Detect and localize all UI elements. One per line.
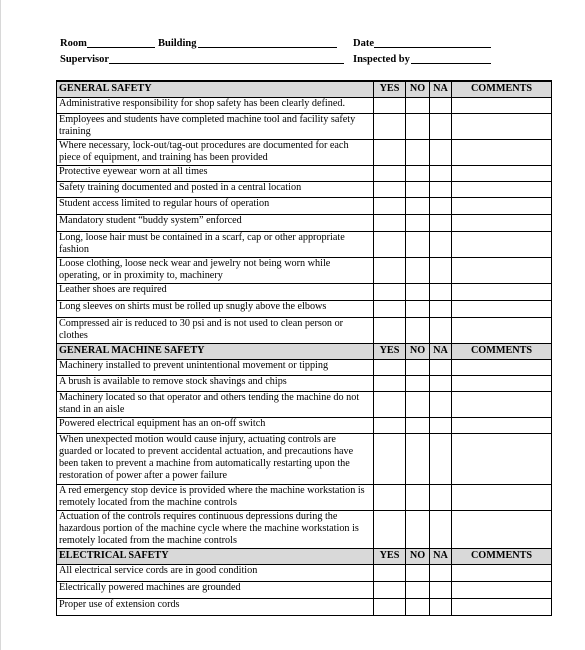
yes-cell[interactable] bbox=[374, 165, 406, 181]
item-text: Protective eyewear worn at all times bbox=[57, 165, 374, 181]
comments-cell[interactable] bbox=[452, 300, 552, 317]
na-cell[interactable] bbox=[430, 484, 452, 510]
no-header: NO bbox=[406, 81, 430, 97]
item-text: Proper use of extension cords bbox=[57, 598, 374, 615]
checklist-row bbox=[57, 581, 552, 598]
yes-cell[interactable] bbox=[374, 581, 406, 598]
item-text: A brush is available to remove stock shavings and chips bbox=[57, 375, 374, 391]
supervisor-field[interactable] bbox=[109, 63, 344, 64]
checklist-row bbox=[57, 214, 552, 231]
no-cell[interactable] bbox=[406, 97, 430, 113]
comments-cell[interactable] bbox=[452, 317, 552, 343]
no-cell[interactable] bbox=[406, 139, 430, 165]
na-cell[interactable] bbox=[430, 391, 452, 417]
na-cell[interactable] bbox=[430, 283, 452, 300]
no-cell[interactable] bbox=[406, 197, 430, 214]
checklist-row bbox=[57, 417, 552, 433]
checklist-row bbox=[57, 97, 552, 113]
no-cell[interactable] bbox=[406, 417, 430, 433]
date-label: Date bbox=[353, 38, 374, 49]
no-cell[interactable] bbox=[406, 564, 430, 581]
na-cell[interactable] bbox=[430, 417, 452, 433]
no-cell[interactable] bbox=[406, 598, 430, 615]
no-cell[interactable] bbox=[406, 484, 430, 510]
comments-cell[interactable] bbox=[452, 581, 552, 598]
checklist-row bbox=[57, 181, 552, 197]
na-cell[interactable] bbox=[430, 181, 452, 197]
comments-cell[interactable] bbox=[452, 510, 552, 548]
yes-cell[interactable] bbox=[374, 113, 406, 139]
na-cell[interactable] bbox=[430, 257, 452, 283]
comments-cell[interactable] bbox=[452, 283, 552, 300]
no-cell[interactable] bbox=[406, 581, 430, 598]
building-field[interactable] bbox=[198, 47, 337, 48]
no-cell[interactable] bbox=[406, 433, 430, 484]
comments-cell[interactable] bbox=[452, 484, 552, 510]
yes-cell[interactable] bbox=[374, 300, 406, 317]
no-cell[interactable] bbox=[406, 214, 430, 231]
yes-cell[interactable] bbox=[374, 598, 406, 615]
yes-cell[interactable] bbox=[374, 257, 406, 283]
checklist-row bbox=[57, 231, 552, 257]
no-cell[interactable] bbox=[406, 300, 430, 317]
na-cell[interactable] bbox=[430, 139, 452, 165]
section-header-general-machine-safety bbox=[57, 343, 552, 359]
na-header: NA bbox=[430, 548, 452, 564]
comments-cell[interactable] bbox=[452, 97, 552, 113]
safety-checklist-table bbox=[56, 80, 552, 616]
item-text: Administrative responsibility for shop safety has been clearly defined. bbox=[57, 97, 374, 113]
na-cell[interactable] bbox=[430, 113, 452, 139]
na-cell[interactable] bbox=[430, 97, 452, 113]
comments-header: COMMENTS bbox=[452, 81, 552, 97]
comments-header: COMMENTS bbox=[452, 548, 552, 564]
item-text: Leather shoes are required bbox=[57, 283, 374, 300]
yes-header: YES bbox=[374, 343, 406, 359]
item-text: Electrically powered machines are grounded bbox=[57, 581, 374, 598]
no-cell[interactable] bbox=[406, 257, 430, 283]
item-text: Machinery installed to prevent unintentional movement or tipping bbox=[57, 359, 374, 375]
comments-cell[interactable] bbox=[452, 197, 552, 214]
comments-cell[interactable] bbox=[452, 231, 552, 257]
checklist-row bbox=[57, 375, 552, 391]
item-text: Actuation of the controls requires continuous depressions during the hazardous portion of the machine cycle where the machine workstation is remotely located from the machine controls bbox=[57, 510, 374, 548]
comments-cell[interactable] bbox=[452, 139, 552, 165]
na-cell[interactable] bbox=[430, 231, 452, 257]
section-title: ELECTRICAL SAFETY bbox=[57, 548, 374, 564]
no-cell[interactable] bbox=[406, 113, 430, 139]
item-text: Employees and students have completed machine tool and facility safety training bbox=[57, 113, 374, 139]
checklist-row bbox=[57, 139, 552, 165]
room-field[interactable] bbox=[87, 47, 155, 48]
na-header: NA bbox=[430, 81, 452, 97]
yes-header: YES bbox=[374, 81, 406, 97]
checklist-row bbox=[57, 564, 552, 581]
yes-cell[interactable] bbox=[374, 231, 406, 257]
item-text: Student access limited to regular hours of operation bbox=[57, 197, 374, 214]
comments-cell[interactable] bbox=[452, 181, 552, 197]
na-header: NA bbox=[430, 343, 452, 359]
item-text: A red emergency stop device is provided where the machine workstation is remotely located from the machine controls bbox=[57, 484, 374, 510]
item-text: Powered electrical equipment has an on-off switch bbox=[57, 417, 374, 433]
comments-cell[interactable] bbox=[452, 564, 552, 581]
na-cell[interactable] bbox=[430, 317, 452, 343]
na-cell[interactable] bbox=[430, 214, 452, 231]
checklist-row bbox=[57, 433, 552, 484]
na-cell[interactable] bbox=[430, 375, 452, 391]
no-cell[interactable] bbox=[406, 510, 430, 548]
no-cell[interactable] bbox=[406, 181, 430, 197]
no-cell[interactable] bbox=[406, 391, 430, 417]
checklist-row bbox=[57, 113, 552, 139]
yes-cell[interactable] bbox=[374, 484, 406, 510]
checklist-row bbox=[57, 359, 552, 375]
date-field[interactable] bbox=[374, 47, 491, 48]
comments-cell[interactable] bbox=[452, 391, 552, 417]
na-cell[interactable] bbox=[430, 598, 452, 615]
comments-cell[interactable] bbox=[452, 214, 552, 231]
yes-cell[interactable] bbox=[374, 283, 406, 300]
no-cell[interactable] bbox=[406, 359, 430, 375]
section-header-general-safety bbox=[57, 81, 552, 97]
item-text: All electrical service cords are in good condition bbox=[57, 564, 374, 581]
comments-cell[interactable] bbox=[452, 433, 552, 484]
na-cell[interactable] bbox=[430, 433, 452, 484]
checklist-row bbox=[57, 484, 552, 510]
section-title: GENERAL SAFETY bbox=[57, 81, 374, 97]
na-cell[interactable] bbox=[430, 300, 452, 317]
na-cell[interactable] bbox=[430, 564, 452, 581]
room-label: Room bbox=[60, 38, 87, 49]
checklist-row bbox=[57, 391, 552, 417]
na-cell[interactable] bbox=[430, 359, 452, 375]
checklist-row bbox=[57, 165, 552, 181]
item-text: Machinery located so that operator and others tending the machine do not stand in an aisle bbox=[57, 391, 374, 417]
item-text: Compressed air is reduced to 30 psi and is not used to clean person or clothes bbox=[57, 317, 374, 343]
item-text: Where necessary, lock-out/tag-out procedures are documented for each piece of equipment, and training has been provided bbox=[57, 139, 374, 165]
checklist-row bbox=[57, 283, 552, 300]
section-title: GENERAL MACHINE SAFETY bbox=[57, 343, 374, 359]
yes-cell[interactable] bbox=[374, 359, 406, 375]
no-cell[interactable] bbox=[406, 283, 430, 300]
na-cell[interactable] bbox=[430, 165, 452, 181]
building-label: Building bbox=[158, 38, 197, 49]
yes-cell[interactable] bbox=[374, 214, 406, 231]
yes-cell[interactable] bbox=[374, 139, 406, 165]
yes-cell[interactable] bbox=[374, 564, 406, 581]
no-header: NO bbox=[406, 548, 430, 564]
comments-cell[interactable] bbox=[452, 165, 552, 181]
comments-cell[interactable] bbox=[452, 257, 552, 283]
supervisor-label: Supervisor bbox=[60, 54, 110, 65]
yes-cell[interactable] bbox=[374, 417, 406, 433]
no-cell[interactable] bbox=[406, 231, 430, 257]
na-cell[interactable] bbox=[430, 197, 452, 214]
section-header-electrical-safety bbox=[57, 548, 552, 564]
checklist-row bbox=[57, 510, 552, 548]
comments-cell[interactable] bbox=[452, 113, 552, 139]
yes-cell[interactable] bbox=[374, 510, 406, 548]
item-text: Long sleeves on shirts must be rolled up snugly above the elbows bbox=[57, 300, 374, 317]
comments-header: COMMENTS bbox=[452, 343, 552, 359]
yes-cell[interactable] bbox=[374, 375, 406, 391]
item-text: Mandatory student “buddy system” enforced bbox=[57, 214, 374, 231]
checklist-row bbox=[57, 598, 552, 615]
comments-cell[interactable] bbox=[452, 359, 552, 375]
checklist-row bbox=[57, 300, 552, 317]
item-text: Safety training documented and posted in a central location bbox=[57, 181, 374, 197]
comments-cell[interactable] bbox=[452, 417, 552, 433]
item-text: When unexpected motion would cause injury, actuating controls are guarded or located to prevent accidental actuation, and precautions have been taken to prevent a machine from automatically restarting upon the restoration of power after a power failure bbox=[57, 433, 374, 484]
inspected-by-label: Inspected by bbox=[353, 54, 410, 65]
yes-cell[interactable] bbox=[374, 181, 406, 197]
no-cell[interactable] bbox=[406, 317, 430, 343]
inspected-by-field[interactable] bbox=[411, 63, 491, 64]
no-header: NO bbox=[406, 343, 430, 359]
no-cell[interactable] bbox=[406, 375, 430, 391]
yes-cell[interactable] bbox=[374, 197, 406, 214]
yes-cell[interactable] bbox=[374, 97, 406, 113]
yes-header: YES bbox=[374, 548, 406, 564]
comments-cell[interactable] bbox=[452, 598, 552, 615]
checklist-row bbox=[57, 197, 552, 214]
yes-cell[interactable] bbox=[374, 317, 406, 343]
item-text: Long, loose hair must be contained in a scarf, cap or other appropriate fashion bbox=[57, 231, 374, 257]
checklist-row bbox=[57, 317, 552, 343]
yes-cell[interactable] bbox=[374, 391, 406, 417]
yes-cell[interactable] bbox=[374, 433, 406, 484]
item-text: Loose clothing, loose neck wear and jewelry not being worn while operating, or in proximity to, machinery bbox=[57, 257, 374, 283]
comments-cell[interactable] bbox=[452, 375, 552, 391]
na-cell[interactable] bbox=[430, 581, 452, 598]
no-cell[interactable] bbox=[406, 165, 430, 181]
na-cell[interactable] bbox=[430, 510, 452, 548]
checklist-row bbox=[57, 257, 552, 283]
